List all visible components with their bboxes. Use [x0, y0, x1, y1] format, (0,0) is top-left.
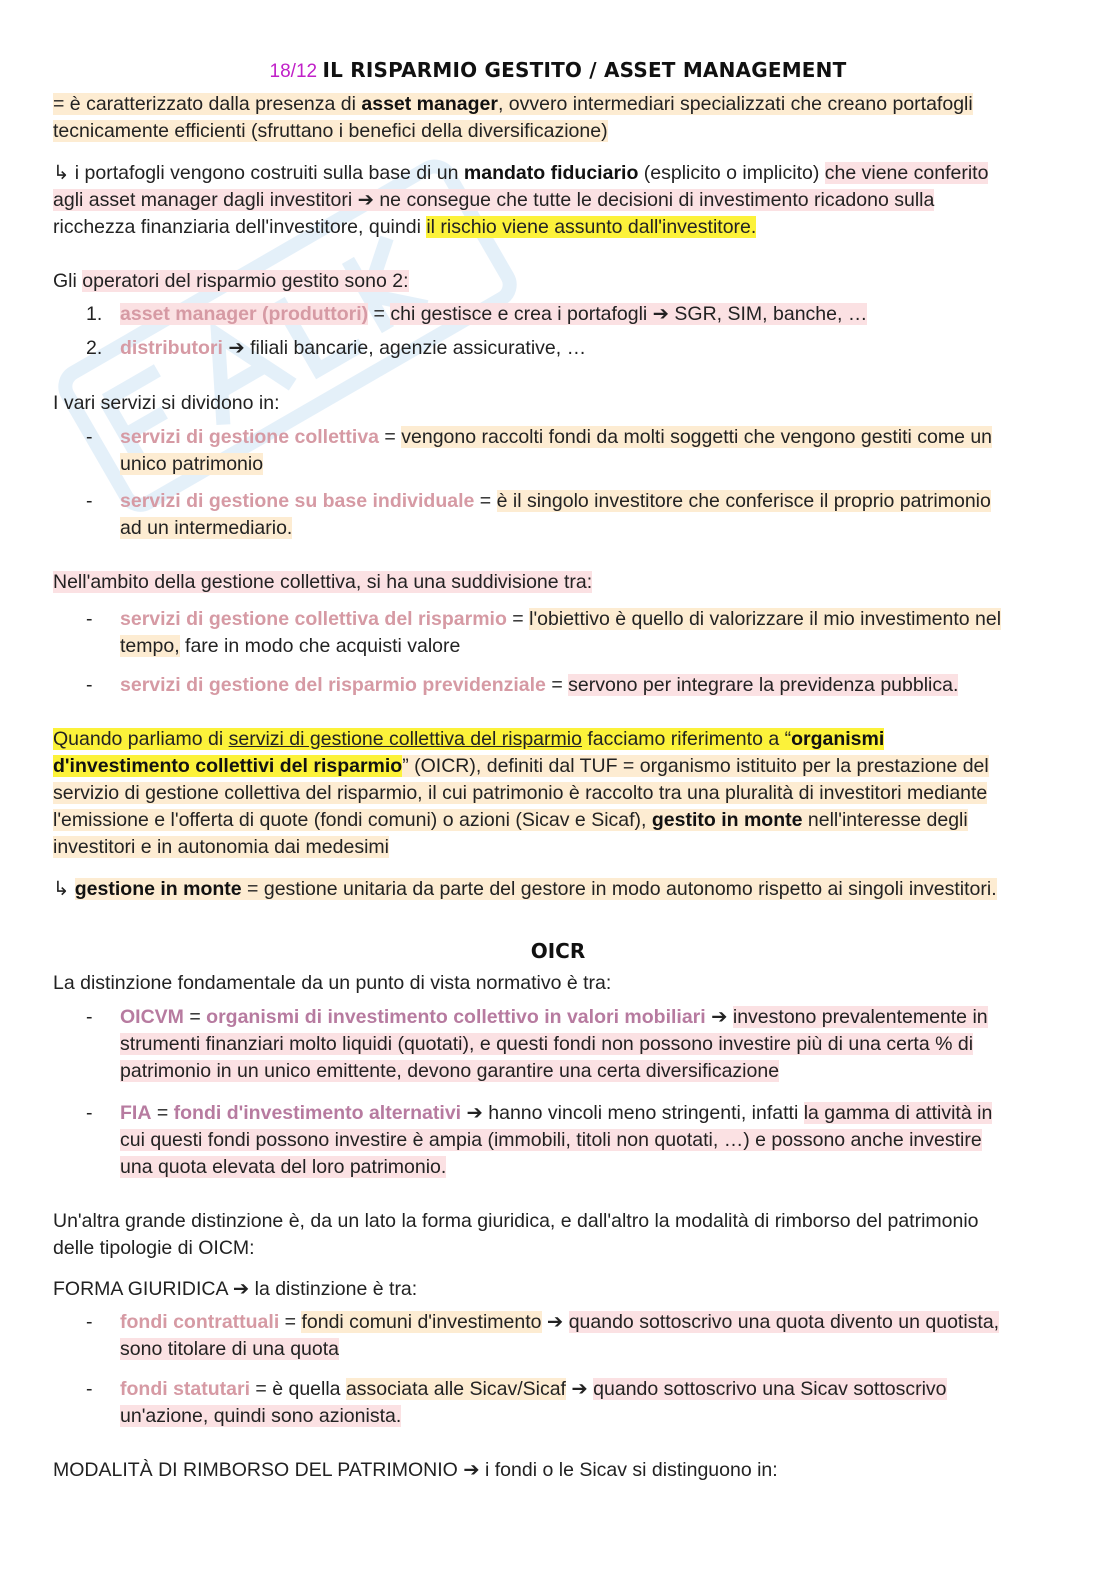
- text-line: ↳ gestione in monte = gestione unitaria da parte del gestore in modo autonomo rispetto ai singoli investitori.: [53, 878, 997, 900]
- text-line: agli asset manager dagli investitori ➔ ne consegue che tutte le decisioni di investimento ricadono sulla: [53, 189, 935, 211]
- list-item: servizi di gestione collettiva = vengono raccolti fondi da molti soggetti che vengono gestiti come un: [120, 426, 993, 448]
- text-line: investitori e in autonomia dai medesimi: [53, 836, 389, 858]
- list-item: fondi statutari = è quella associata alle Sicav/Sicaf ➔ quando sottoscrivo una Sicav sottoscrivo: [120, 1378, 947, 1400]
- text-line: d'investimento collettivi del risparmio” (OICR), definiti dal TUF = organismo istituito per la prestazione del: [53, 755, 989, 777]
- list-dash: -: [86, 608, 93, 630]
- list-dash: -: [86, 490, 93, 512]
- page-title: [0, 55, 1116, 87]
- text-line: servizio di gestione collettiva del risparmio, il cui patrimonio è raccolto tra una pluralità di investitori mediante: [53, 782, 988, 804]
- text-line: Quando parliamo di servizi di gestione collettiva del risparmio facciamo riferimento a “organismi: [53, 728, 885, 750]
- list-item: FIA = fondi d'investimento alternativi ➔ hanno vincoli meno stringenti, infatti la gamma di attività in: [120, 1102, 993, 1124]
- text-line: l'emissione e l'offerta di quote (fondi comuni) o azioni (Sicav e Sicaf), gestito in monte nell'interesse degli: [53, 809, 968, 831]
- list-item-cont: patrimonio in un unico emittente, devono garantire una certa diversificazione: [120, 1060, 780, 1082]
- text-line: Gli operatori del risparmio gestito sono 2:: [53, 270, 409, 292]
- text-line: ↳ i portafogli vengono costruiti sulla base di un mandato fiduciario (esplicito o implicito) che viene conferito: [53, 162, 989, 184]
- list-dash: -: [86, 1006, 93, 1028]
- text-line: ricchezza finanziaria dell'investitore, quindi il rischio viene assunto dall'investitore.: [53, 216, 757, 238]
- list-item-cont: una quota elevata del loro patrimonio.: [120, 1156, 447, 1178]
- list-item-cont: strumenti finanziari molto liquidi (quotati), e questi fondi non possono investire più di una certa % di: [120, 1033, 974, 1055]
- list-item: servizi di gestione collettiva del risparmio = l'obiettivo è quello di valorizzare il mio investimento nel: [120, 608, 1002, 630]
- list-dash: -: [86, 1102, 93, 1124]
- list-item: distributori ➔ filiali bancarie, agenzie assicurative, …: [120, 337, 587, 359]
- list-item: servizi di gestione del risparmio previdenziale = servono per integrare la previdenza pubblica.: [120, 674, 959, 696]
- list-item: servizi di gestione su base individuale = è il singolo investitore che conferisce il proprio patrimonio: [120, 490, 991, 512]
- list-item: asset manager (produttori) = chi gestisce e crea i portafogli ➔ SGR, SIM, banche, …: [120, 303, 868, 325]
- title-date: 18/12: [269, 61, 318, 82]
- text-line: delle tipologie di OICM:: [53, 1237, 255, 1259]
- text-line: = è caratterizzato dalla presenza di asset manager, ovvero intermediari specializzati che creano portafogli: [53, 93, 973, 115]
- list-dash: -: [86, 1311, 93, 1333]
- text-line: La distinzione fondamentale da un punto di vista normativo è tra:: [53, 972, 612, 994]
- text-line: I vari servizi si dividono in:: [53, 392, 280, 414]
- text-line: Un'altra grande distinzione è, da un lato la forma giuridica, e dall'altro la modalità di rimborso del patrimonio: [53, 1210, 979, 1232]
- list-item-cont: unico patrimonio: [120, 453, 264, 475]
- title-text: IL RISPARMIO GESTITO / ASSET MANAGEMENT: [322, 58, 847, 82]
- list-item-cont: ad un intermediario.: [120, 517, 293, 539]
- text-line: Nell'ambito della gestione collettiva, si ha una suddivisione tra:: [53, 571, 593, 593]
- text-line: tecnicamente efficienti (sfruttano i benefici della diversificazione): [53, 120, 608, 142]
- list-number: 1.: [86, 303, 103, 325]
- list-dash: -: [86, 1378, 93, 1400]
- list-dash: -: [86, 674, 93, 696]
- list-item-cont: sono titolare di una quota: [120, 1338, 339, 1360]
- text-line: FORMA GIURIDICA ➔ la distinzione è tra:: [53, 1278, 418, 1300]
- list-item-cont: cui questi fondi possono investire è ampia (immobili, titoli non quotati, …) e possono anche investire: [120, 1129, 982, 1151]
- list-item-cont: tempo, fare in modo che acquisti valore: [120, 635, 461, 657]
- section-heading-oicr: OICR: [530, 939, 586, 963]
- list-item-cont: un'azione, quindi sono azionista.: [120, 1405, 402, 1427]
- list-number: 2.: [86, 337, 103, 359]
- text-line: MODALITÀ DI RIMBORSO DEL PATRIMONIO ➔ i fondi o le Sicav si distinguono in:: [53, 1459, 778, 1481]
- list-item: fondi contrattuali = fondi comuni d'investimento ➔ quando sottoscrivo una quota divento un quotista,: [120, 1311, 1000, 1333]
- list-item: OICVM = organismi di investimento collettivo in valori mobiliari ➔ investono prevalentemente in: [120, 1006, 988, 1028]
- list-dash: -: [86, 426, 93, 448]
